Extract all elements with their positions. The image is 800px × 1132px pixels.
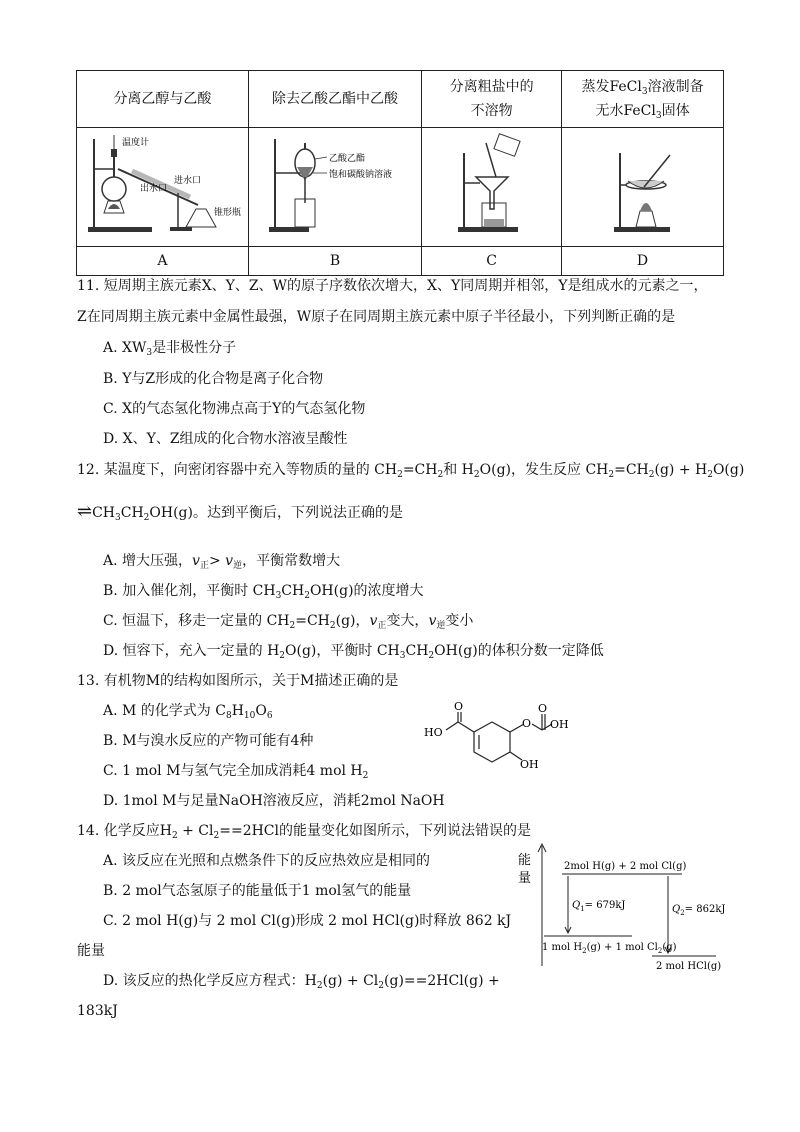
- q14-option-a: A. 该反应在光照和点燃条件下的反应热效应是相同的: [103, 853, 431, 869]
- struct-o-top: O: [454, 700, 464, 713]
- q12-option-b: B. 加入催化剂，平衡时 $CH_3CH_2OH(g)$的浓度增大: [103, 583, 424, 601]
- ethyl-acetate-label: 乙酸乙酯: [329, 154, 366, 164]
- struct-o-carbonyl: O: [538, 702, 548, 715]
- struct-oh-carbonate: OH: [550, 718, 569, 731]
- apparatus-c-cell: [422, 128, 562, 247]
- q11-option-b: B. Y与Z形成的化合物是离子化合物: [103, 371, 324, 387]
- q14-option-d-line1: D. 该反应的热化学反应方程式：$H_2(g) + Cl_2(g)==2HCl(g)$ +: [103, 973, 500, 991]
- evaporation-apparatus-image: [564, 129, 722, 241]
- struct-ho: HO: [424, 726, 443, 739]
- equilibrium-arrow: ⇌: [77, 501, 93, 522]
- water-outlet-label: 出水口: [140, 184, 168, 194]
- struct-o-ring: O: [522, 717, 532, 730]
- filtration-apparatus-image: [424, 129, 560, 241]
- q13-option-c: C. 1 mol M与氢气完全加成消耗4 mol $H_2$: [103, 763, 369, 781]
- q14-option-c-line1: C. 2 mol H(g)与 2 mol Cl(g)形成 2 mol HCl(g)时释放 862 kJ: [103, 913, 512, 929]
- low-energy-level: 2 mol HCl(g): [656, 961, 722, 972]
- q13-option-a: A. M 的化学式为 $C_8H_{10}O_6$: [103, 703, 273, 721]
- q1-label: $Q_1= 679kJ$: [572, 900, 626, 913]
- energy-ylabel-1: 能: [518, 853, 532, 868]
- separatory-funnel-image: [251, 129, 419, 241]
- q11-stem-line2: Z在同周期主族元素中金属性最强，W原子在同周期主族元素中原子半径最小，下列判断正确的是: [77, 309, 676, 325]
- q12-option-d: D. 恒容下，充入一定量的 $H_2O(g)$，平衡时 $CH_3CH_2OH(g)$的体积分数一定降低: [103, 643, 604, 661]
- q14-option-d-line2: 183kJ: [77, 1003, 118, 1019]
- header-d: 蒸发FeCl$_3$溶液制备 无水FeCl$_3$固体: [562, 71, 724, 128]
- q13-option-b: B. M与溴水反应的产物可能有4种: [103, 733, 314, 749]
- distillation-apparatus-image: [78, 129, 246, 241]
- energy-ylabel-2: 量: [518, 871, 532, 886]
- q11-stem-line1: 11. 短周期主族元素X、Y、Z、W的原子序数依次增大，X、Y同周期并相邻，Y是组成水的元素之一，: [77, 278, 708, 294]
- top-energy-level: 2mol H(g) + 2 mol Cl(g): [564, 861, 687, 872]
- option-c-label: C: [422, 247, 562, 276]
- q12-option-a: A. 增大压强，$v_正> v_逆$，平衡常数增大: [103, 553, 341, 571]
- water-inlet-label: 进水口: [174, 176, 202, 186]
- energy-diagram: [516, 838, 726, 972]
- q12-stem-line2: $\rightleftharpoons CH_3CH_2OH(g)$。达到平衡后，下列说法正确的是: [77, 501, 403, 523]
- q2-label: $Q_2= 862kJ$: [672, 904, 726, 917]
- apparatus-b-cell: [248, 128, 421, 247]
- option-b-label: B: [248, 247, 421, 276]
- q11-option-a: A. $XW_3$是非极性分子: [103, 340, 237, 358]
- middle-energy-level: 1 mol $H_2(g) + 1$ mol $Cl_2(g)$: [542, 942, 677, 955]
- apparatus-table: [76, 70, 724, 276]
- q11-option-d: D. X、Y、Z组成的化合物水溶液呈酸性: [103, 431, 348, 447]
- header-a: 分离乙醇与乙酸: [77, 71, 249, 128]
- option-d-label: D: [562, 247, 724, 276]
- apparatus-a-cell: [77, 128, 249, 247]
- molecule-m-structure: [420, 700, 570, 784]
- sodium-carbonate-label: 饱和碳酸钠溶液: [329, 170, 393, 180]
- q11-option-c: C. X的气态氢化物沸点高于Y的气态氢化物: [103, 401, 366, 417]
- struct-oh-ring: OH: [520, 758, 539, 771]
- header-c: 分离粗盐中的 不溶物: [422, 71, 562, 128]
- q14-option-b: B. 2 mol气态氢原子的能量低于1 mol氢气的能量: [103, 883, 412, 899]
- header-b: 除去乙酸乙酯中乙酸: [248, 71, 421, 128]
- q13-option-d: D. 1mol M与足量NaOH溶液反应，消耗2mol NaOH: [103, 793, 445, 809]
- q14-stem: 14. 化学反应$H_2 + Cl_2==2HCl$的能量变化如图所示，下列说法错误的是: [77, 823, 531, 841]
- option-a-label: A: [77, 247, 249, 276]
- q12-option-c: C. 恒温下，移走一定量的 $CH_2=CH_2(g)$，$v_正$变大，$v_逆$变小: [103, 613, 474, 631]
- thermometer-label: 温度计: [122, 138, 150, 148]
- q13-stem: 13. 有机物M的结构如图所示，关于M描述正确的是: [77, 673, 399, 689]
- conical-flask-label: 锥形瓶: [214, 208, 242, 218]
- apparatus-d-cell: [562, 128, 724, 247]
- q14-option-c-line2: 能量: [77, 943, 105, 959]
- q12-stem-line1: 12. 某温度下，向密闭容器中充入等物质的量的 $CH_2=CH_2$和 $H_2O(g)$，发生反应 $CH_2=CH_2(g) + H_2O(g)$: [77, 462, 745, 480]
